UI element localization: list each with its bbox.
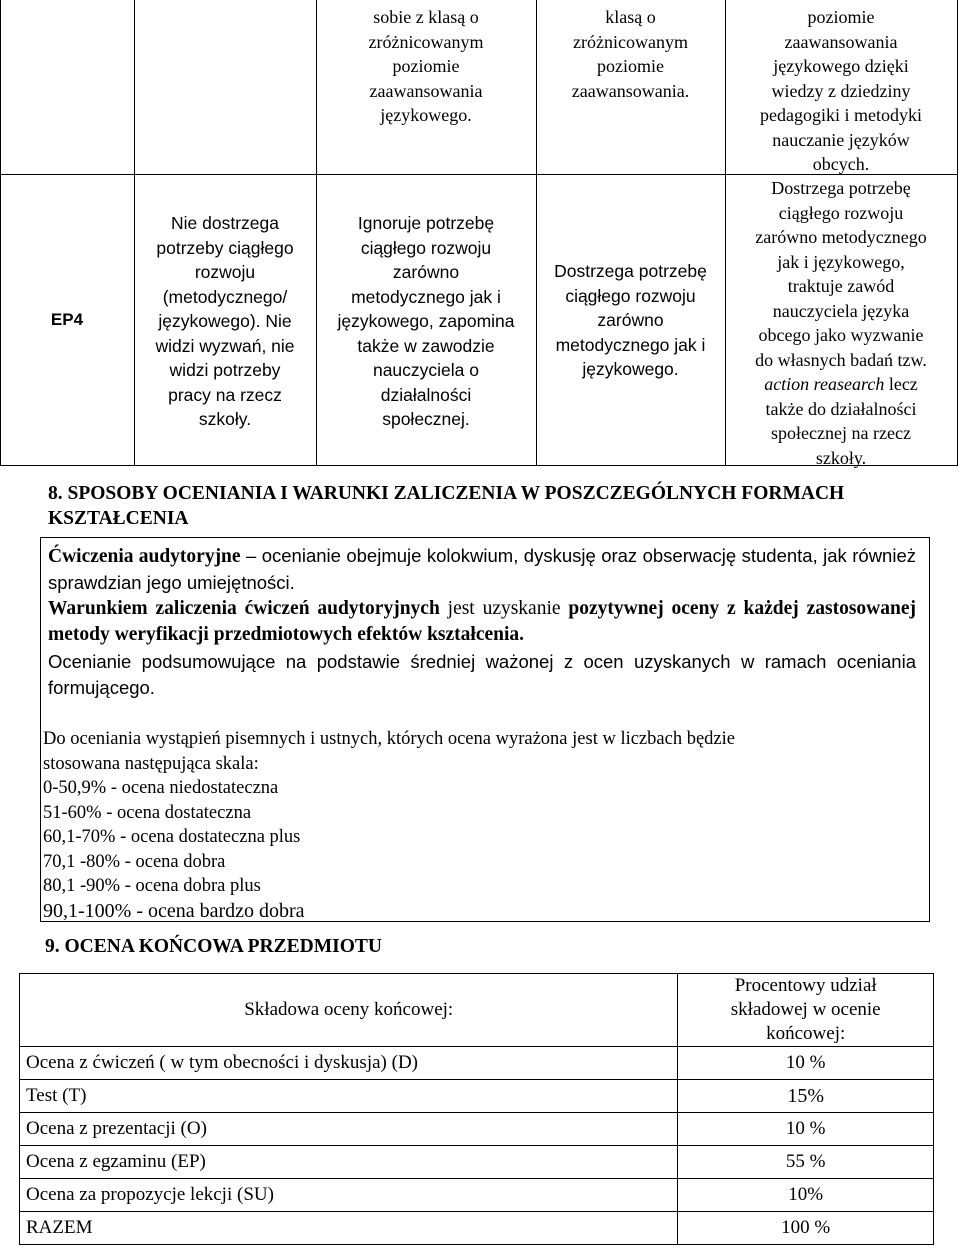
rubric-row-label-ep4: EP4 [50, 310, 84, 329]
rubric-top-col4: klasą o zróżnicowanym poziomie zaawansowania. [571, 7, 690, 101]
grade-row-value: 100 % [678, 1212, 934, 1245]
grading-scale: Do oceniania wystąpień pisemnych i ustnych, których ocena wyrażona jest w liczbach będzie stosowana następująca skala: 0-50,9% - ocena niedostateczna 51-60% - ocena dostateczna 60,1-70% - ocena dostateczna plus 70,1 -80% - ocena dobra 80,1 -90% - ocena dobra plus 90,1-100% - ocena bardzo dobra [43, 727, 903, 923]
grade-row-label: Ocena z ćwiczeń ( w tym obecności i dyskusja) (D) [20, 1047, 678, 1080]
grade-row-label: Ocena za propozycje lekcji (SU) [20, 1179, 678, 1212]
grade-col-header-percent: Procentowy udział składowej w ocenie końcowej: [678, 974, 934, 1047]
scale-item: 90,1-100% - ocena bardzo dobra [43, 899, 305, 922]
scale-item: 60,1-70% - ocena dostateczna plus [43, 827, 301, 847]
grade-row-value: 15% [678, 1080, 934, 1113]
grade-row-label: Ocena z egzaminu (EP) [20, 1146, 678, 1179]
rubric-ep4-col2: Nie dostrzega potrzeby ciągłego rozwoju (metodycznego/ językowego). Nie widzi wyzwań, nie widzi potrzeby pracy na rzecz szkoły. [155, 213, 295, 429]
assessment-paragraph-3: Ocenianie podsumowujące na podstawie średniej ważonej z ocen uzyskanych w ramach oceniania formującego. [48, 651, 916, 698]
section-9-heading: 9. OCENA KOŃCOWA PRZEDMIOTU [45, 936, 382, 957]
rubric-ep4-col3: Ignoruje potrzebę ciągłego rozwoju zarówno metodycznego jak i językowego, zapomina także w zawodzie nauczyciela o działalności społecznej. [337, 213, 515, 429]
grade-row-value: 10% [678, 1179, 934, 1212]
rubric-top-col5: poziomie zaawansowania językowego dzięki wiedzy z dziedziny pedagogiki i metodyki nauczanie języków obcych. [760, 7, 922, 174]
assessment-paragraph-2: Warunkiem zaliczenia ćwiczeń audytoryjnych jest uzyskanie pozytywnej oceny z każdej zastosowanej metody weryfikacji przedmiotowych efektów kształcenia. [48, 598, 916, 645]
rubric-ep4-col5: Dostrzega potrzebę ciągłego rozwoju zarówno metodycznego jak i językowego, traktuje zawód nauczyciela języka obcego jako wyzwanie do własnych badań tzw. action reasearch lecz także do działalności społecznej na rzecz szkoły. [755, 178, 927, 468]
section-8-heading: 8. SPOSOBY OCENIANIA I WARUNKI ZALICZENIA W POSZCZEGÓLNYCH FORMACH KSZTAŁCENIA [48, 483, 845, 529]
grade-row-value: 55 % [678, 1146, 934, 1179]
assessment-paragraph-1: Ćwiczenia audytoryjne – ocenianie obejmuje kolokwium, dyskusję oraz obserwację studenta, jak również sprawdzian jego umiejętności. [48, 545, 916, 593]
grade-row-label: Ocena z prezentacji (O) [20, 1113, 678, 1146]
rubric-top-col3: sobie z klasą o zróżnicowanym poziomie zaawansowania językowego. [368, 7, 484, 125]
scale-item: 0-50,9% - ocena niedostateczna [43, 778, 279, 798]
scale-item: 80,1 -90% - ocena dobra plus [43, 876, 261, 896]
grade-row-label: RAZEM [20, 1212, 678, 1245]
scale-item: 70,1 -80% - ocena dobra [43, 851, 226, 872]
rubric-ep4-col4: Dostrzega potrzebę ciągłego rozwoju zarówno metodycznego jak i językowego. [554, 261, 707, 379]
scale-item: 51-60% - ocena dostateczna [43, 802, 252, 823]
grade-row-label: Test (T) [20, 1080, 678, 1113]
grade-row-value: 10 % [678, 1047, 934, 1080]
final-grade-table [19, 973, 934, 1245]
grade-col-header-component: Składowa oceny końcowej: [20, 974, 678, 1047]
action-research-term: action reasearch [764, 374, 885, 394]
grade-row-value: 10 % [678, 1113, 934, 1146]
